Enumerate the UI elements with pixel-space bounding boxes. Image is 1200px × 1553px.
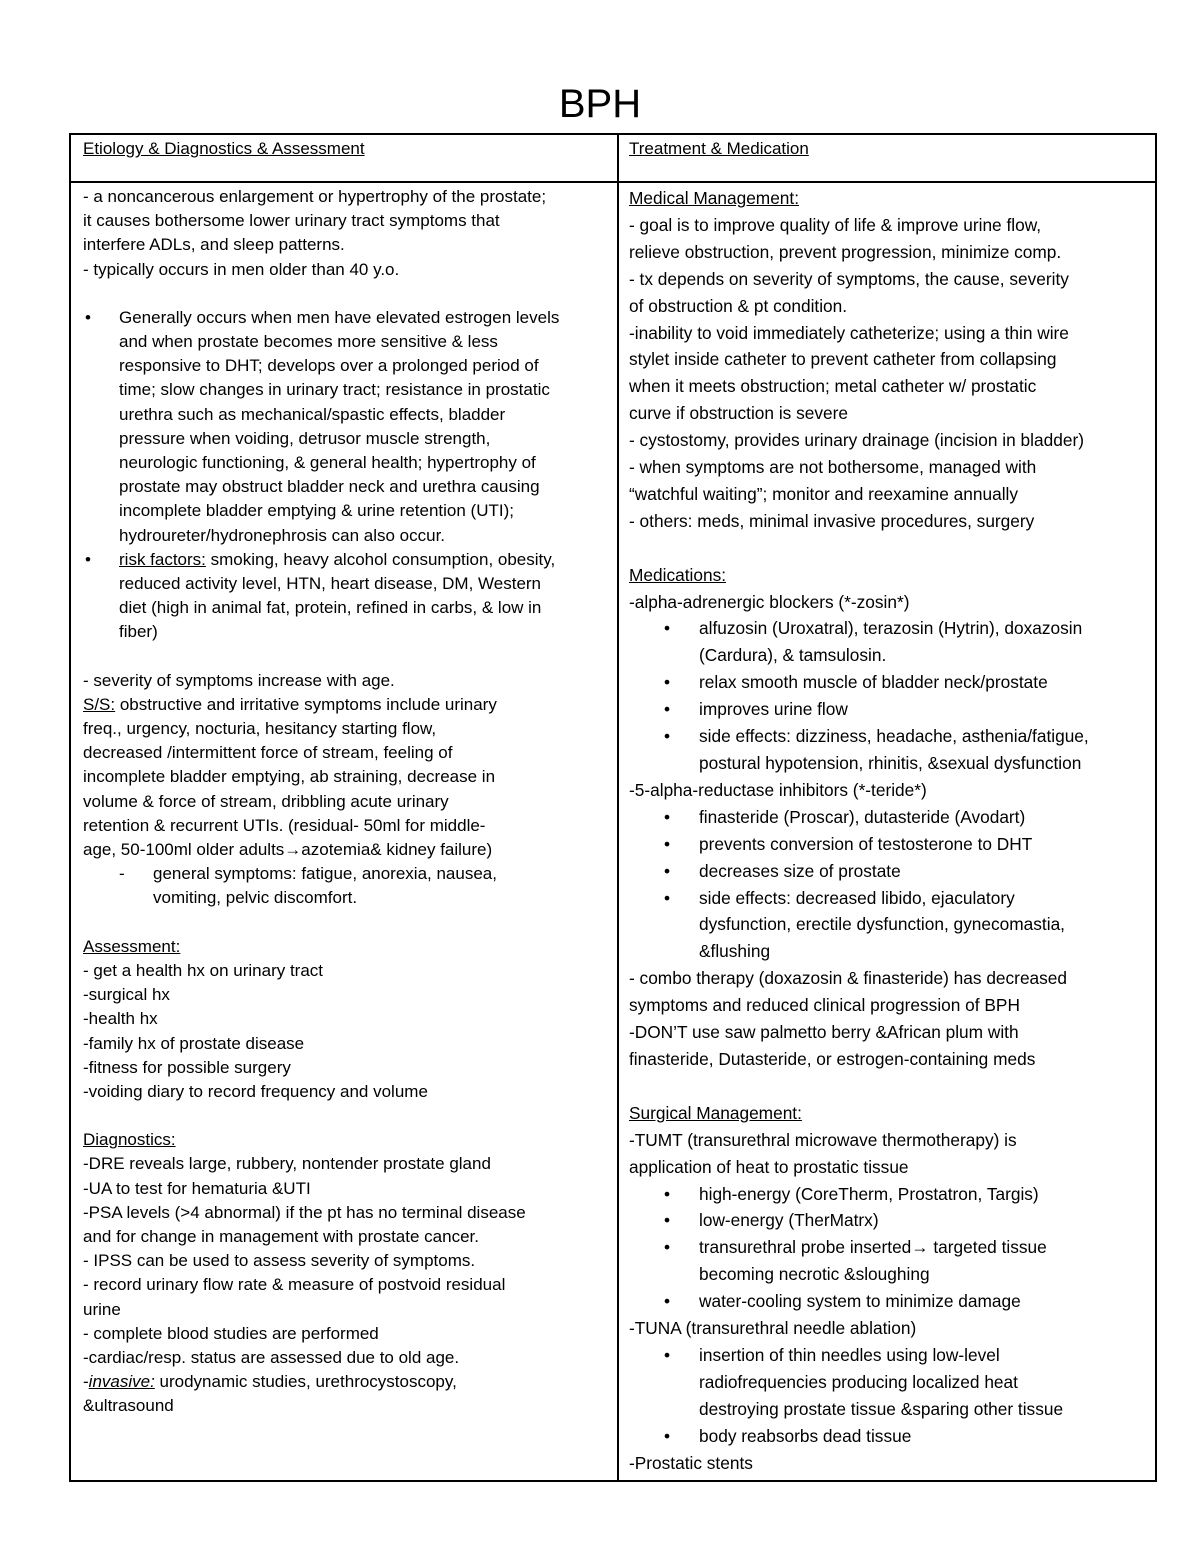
- text-line: destroying prostate tissue &sparing other tissue: [699, 1398, 1064, 1419]
- text-line: radiofrequencies producing localized heat: [699, 1371, 1018, 1392]
- text-span: smoking, heavy alcohol consumption, obesity,: [205, 549, 556, 569]
- text-line: age, 50-100ml older adults→azotemia& kidney failure): [83, 840, 493, 860]
- text-line: - general symptoms: fatigue, anorexia, nausea,: [153, 864, 497, 884]
- text-line: (Cardura), & tamsulosin.: [699, 645, 887, 666]
- text-line: • side effects: decreased libido, ejaculatory: [699, 887, 1015, 908]
- text-line: - cystostomy, provides urinary drainage (incision in bladder): [629, 430, 1084, 451]
- list-item: • relax smooth muscle of bladder neck/prostate: [629, 669, 1149, 696]
- list-item: [629, 723, 1149, 777]
- text-line: application of heat to prostatic tissue: [629, 1156, 909, 1177]
- text-line: -5-alpha-reductase inhibitors (*-teride*): [629, 779, 927, 800]
- text-line: -fitness for possible surgery: [83, 1057, 291, 1077]
- list-item: • water-cooling system to minimize damage: [629, 1288, 1149, 1315]
- text-line: incomplete bladder emptying & urine retention (UTI);: [119, 501, 514, 521]
- list-item: • body reabsorbs dead tissue: [629, 1423, 1149, 1450]
- diagnostics-heading: Diagnostics:: [83, 1130, 176, 1150]
- text-line: finasteride, Dutasteride, or estrogen-containing meds: [629, 1048, 1036, 1069]
- risk-factors-label: risk factors:: [119, 549, 206, 569]
- text-line: becoming necrotic &sloughing: [699, 1264, 930, 1285]
- text-line: time; slow changes in urinary tract; resistance in prostatic: [119, 380, 550, 400]
- text-line: -DON’T use saw palmetto berry &African plum with: [629, 1022, 1019, 1043]
- text-line: -alpha-adrenergic blockers (*-zosin*): [629, 591, 910, 612]
- text-line: - record urinary flow rate & measure of postvoid residual: [83, 1275, 506, 1295]
- list-item: [629, 615, 1149, 669]
- list-item: • improves urine flow: [629, 696, 1149, 723]
- text-line: fiber): [119, 622, 158, 642]
- text-line: freq., urgency, nocturia, hesitancy starting flow,: [83, 719, 437, 739]
- table-header-row: [71, 135, 1155, 183]
- surgical-management-heading: Surgical Management:: [629, 1102, 802, 1123]
- text-span: -: [83, 1372, 89, 1392]
- left-column: [83, 185, 613, 1419]
- text-line: incomplete bladder emptying, ab straining, decrease in: [83, 767, 496, 787]
- text-line: -TUNA (transurethral needle ablation): [629, 1318, 917, 1339]
- text-line: - get a health hx on urinary tract: [83, 960, 324, 980]
- medical-management-heading: Medical Management:: [629, 188, 800, 208]
- header-right: Treatment & Medication: [629, 139, 809, 158]
- text-line: decreased /intermittent force of stream, feeling of: [83, 743, 453, 763]
- list-item: • decreases size of prostate: [629, 858, 1149, 885]
- list-item-risk-factors: [83, 548, 613, 645]
- text-line: reduced activity level, HTN, heart disease, DM, Western: [119, 574, 542, 594]
- text-line: &flushing: [699, 941, 771, 962]
- text-line: it causes bothersome lower urinary tract symptoms that: [83, 211, 500, 231]
- invasive-label: invasive:: [88, 1372, 155, 1392]
- text-line: &ultrasound: [83, 1396, 174, 1416]
- text-line: - complete blood studies are performed: [83, 1323, 379, 1343]
- text-line: vomiting, pelvic discomfort.: [153, 888, 358, 908]
- text-line: • Generally occurs when men have elevated estrogen levels: [119, 307, 560, 327]
- text-line: volume & force of stream, dribbling acute urinary: [83, 791, 449, 811]
- text-line: neurologic functioning, & general health; hypertrophy of: [119, 453, 536, 473]
- text-line: - severity of symptoms increase with age.: [83, 670, 395, 690]
- column-divider: [617, 135, 619, 1480]
- text-line: -TUMT (transurethral microwave thermotherapy) is: [629, 1129, 1017, 1150]
- text-line: symptoms and reduced clinical progression of BPH: [629, 995, 1020, 1016]
- text-line: when it meets obstruction; metal catheter w/ prostatic: [629, 376, 1037, 397]
- text-line: of obstruction & pt condition.: [629, 295, 848, 316]
- text-line: prostate may obstruct bladder neck and urethra causing: [119, 477, 540, 497]
- list-item: [629, 885, 1149, 966]
- text-line: -PSA levels (>4 abnormal) if the pt has no terminal disease: [83, 1202, 526, 1222]
- text-line: -surgical hx: [83, 985, 170, 1005]
- text-line: -voiding diary to record frequency and volume: [83, 1081, 428, 1101]
- text-line: - tx depends on severity of symptoms, the cause, severity: [629, 268, 1069, 289]
- text-line: - when symptoms are not bothersome, managed with: [629, 457, 1037, 478]
- text-span: obstructive and irritative symptoms include urinary: [115, 694, 497, 714]
- text-line: • transurethral probe inserted→ targeted tissue: [699, 1237, 1047, 1258]
- text-line: pressure when voiding, detrusor muscle strength,: [119, 428, 491, 448]
- list-item-general-symptoms: [83, 862, 613, 910]
- list-item: • prevents conversion of testosterone to DHT: [629, 831, 1149, 858]
- text-line: -cardiac/resp. status are assessed due to old age.: [83, 1347, 460, 1367]
- text-line: dysfunction, erectile dysfunction, gynecomastia,: [699, 914, 1065, 935]
- list-item: [629, 1342, 1149, 1423]
- text-line: - a noncancerous enlargement or hypertrophy of the prostate;: [83, 187, 547, 206]
- text-line: - combo therapy (doxazosin & finasteride) has decreased: [629, 968, 1068, 989]
- header-left: Etiology & Diagnostics & Assessment: [83, 139, 365, 158]
- text-line: urine: [83, 1299, 121, 1319]
- assessment-heading: Assessment:: [83, 936, 181, 956]
- text-line: - goal is to improve quality of life & improve urine flow,: [629, 214, 1042, 235]
- text-line: - IPSS can be used to assess severity of symptoms.: [83, 1251, 476, 1271]
- text-line: responsive to DHT; develops over a prolonged period of: [119, 356, 539, 376]
- text-line: retention & recurrent UTIs. (residual- 50ml for middle-: [83, 815, 486, 835]
- list-item: [629, 1234, 1149, 1288]
- text-line: stylet inside catheter to prevent catheter from collapsing: [629, 349, 1057, 370]
- page-title: BPH: [558, 82, 642, 126]
- list-item: • high-energy (CoreTherm, Prostatron, Targis): [629, 1181, 1149, 1208]
- text-line: -inability to void immediately catheterize; using a thin wire: [629, 322, 1069, 343]
- text-line: - others: meds, minimal invasive procedures, surgery: [629, 510, 1035, 531]
- text-line: • insertion of thin needles using low-level: [699, 1344, 1000, 1365]
- list-item: • low-energy (TherMatrx): [629, 1207, 1149, 1234]
- right-column: [629, 185, 1149, 1476]
- text-line: hydroureter/hydronephrosis can also occur.: [119, 525, 446, 545]
- text-line: postural hypotension, rhinitis, &sexual dysfunction: [699, 753, 1082, 774]
- list-item: • finasteride (Proscar), dutasteride (Avodart): [629, 804, 1149, 831]
- text-line: relieve obstruction, prevent progression, minimize comp.: [629, 241, 1062, 262]
- text-line: -UA to test for hematuria &UTI: [83, 1178, 311, 1198]
- text-span: urodynamic studies, urethrocystoscopy,: [154, 1372, 457, 1392]
- text-line: and when prostate becomes more sensitive & less: [119, 332, 498, 352]
- text-line: -DRE reveals large, rubbery, nontender prostate gland: [83, 1154, 491, 1174]
- text-line: “watchful waiting”; monitor and reexamine annually: [629, 483, 1019, 504]
- text-line: • alfuzosin (Uroxatral), terazosin (Hytrin), doxazosin: [699, 618, 1083, 639]
- text-line: and for change in management with prostate cancer.: [83, 1226, 479, 1246]
- text-line: interfere ADLs, and sleep patterns.: [83, 235, 345, 255]
- medications-heading: Medications:: [629, 564, 727, 585]
- text-line: urethra such as mechanical/spastic effects, bladder: [119, 404, 506, 424]
- text-line: -health hx: [83, 1009, 158, 1029]
- text-line: curve if obstruction is severe: [629, 403, 848, 424]
- text-line: - typically occurs in men older than 40 y.o.: [83, 259, 400, 279]
- list-item-etiology: [83, 306, 613, 548]
- ss-label: S/S:: [83, 694, 116, 714]
- text-line: diet (high in animal fat, protein, refined in carbs, & low in: [119, 598, 542, 618]
- text-line: -family hx of prostate disease: [83, 1033, 305, 1053]
- text-line: -Prostatic stents: [629, 1452, 753, 1473]
- bph-table: [69, 133, 1157, 1482]
- text-line: • side effects: dizziness, headache, asthenia/fatigue,: [699, 726, 1089, 747]
